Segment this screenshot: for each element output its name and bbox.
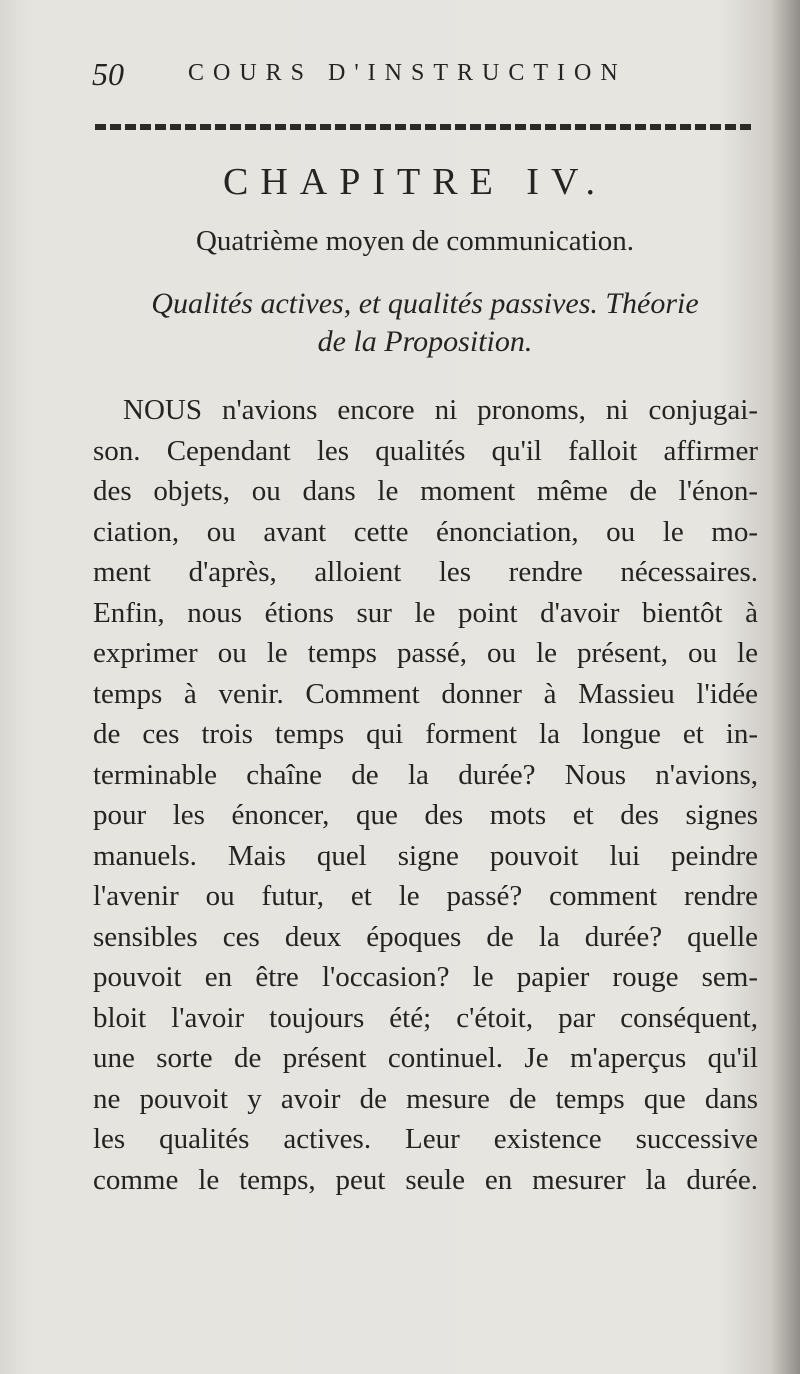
text-line: l'avenir ou futur, et le passé? comment rendre: [93, 880, 758, 912]
text-line: de ces trois temps qui forment la longue et in-: [93, 718, 758, 750]
text-line: pour les énoncer, que des mots et des signes: [93, 799, 758, 831]
text-line: Enfin, nous étions sur le point d'avoir bientôt à: [93, 596, 758, 629]
heading-line: Qualités actives, et qualités passives. Théorie: [151, 287, 699, 320]
text-line: pouvoit en être l'occasion? le papier rouge sem-: [93, 961, 758, 993]
text-line: terminable chaîne de la durée? Nous n'avions,: [93, 758, 758, 791]
text-line: des objets, ou dans le moment même de l'énon-: [93, 475, 758, 507]
text-line: les qualités actives. Leur existence successive: [93, 1123, 758, 1155]
text-line: ciation, ou avant cette énonciation, ou le mo-: [93, 515, 758, 548]
text-line: NOUS n'avions encore ni pronoms, ni conjugai-: [123, 394, 758, 426]
section-heading: [95, 285, 755, 361]
chapter-subtitle: Quatrième moyen de communication.: [195, 225, 635, 257]
text-line: ne pouvoit y avoir de mesure de temps que dans: [93, 1082, 758, 1115]
ornamental-rule: [95, 124, 755, 130]
page-number: 50: [92, 56, 124, 92]
text-line: ment d'après, alloient les rendre nécessaires.: [93, 556, 758, 588]
chapter-title: CHAPITRE IV.: [223, 161, 607, 203]
text-line: comme le temps, peut seule en mesurer la durée.: [93, 1163, 758, 1196]
text-line: exprimer ou le temps passé, ou le présent, ou le: [93, 637, 758, 669]
text-line: une sorte de présent continuel. Je m'aperçus qu'il: [93, 1042, 758, 1074]
page-header: [92, 56, 752, 90]
text-line: bloit l'avoir toujours été; c'étoit, par conséquent,: [93, 1001, 758, 1034]
text-line: temps à venir. Comment donner à Massieu l'idée: [93, 677, 758, 710]
text-line: sensibles ces deux époques de la durée? quelle: [93, 920, 758, 953]
running-head: COURS D'INSTRUCTION: [188, 60, 627, 86]
body-text: [93, 390, 758, 1200]
heading-line: de la Proposition.: [317, 325, 533, 358]
text-line: manuels. Mais quel signe pouvoit lui peindre: [93, 839, 758, 872]
text-line: son. Cependant les qualités qu'il falloit affirmer: [93, 434, 758, 467]
